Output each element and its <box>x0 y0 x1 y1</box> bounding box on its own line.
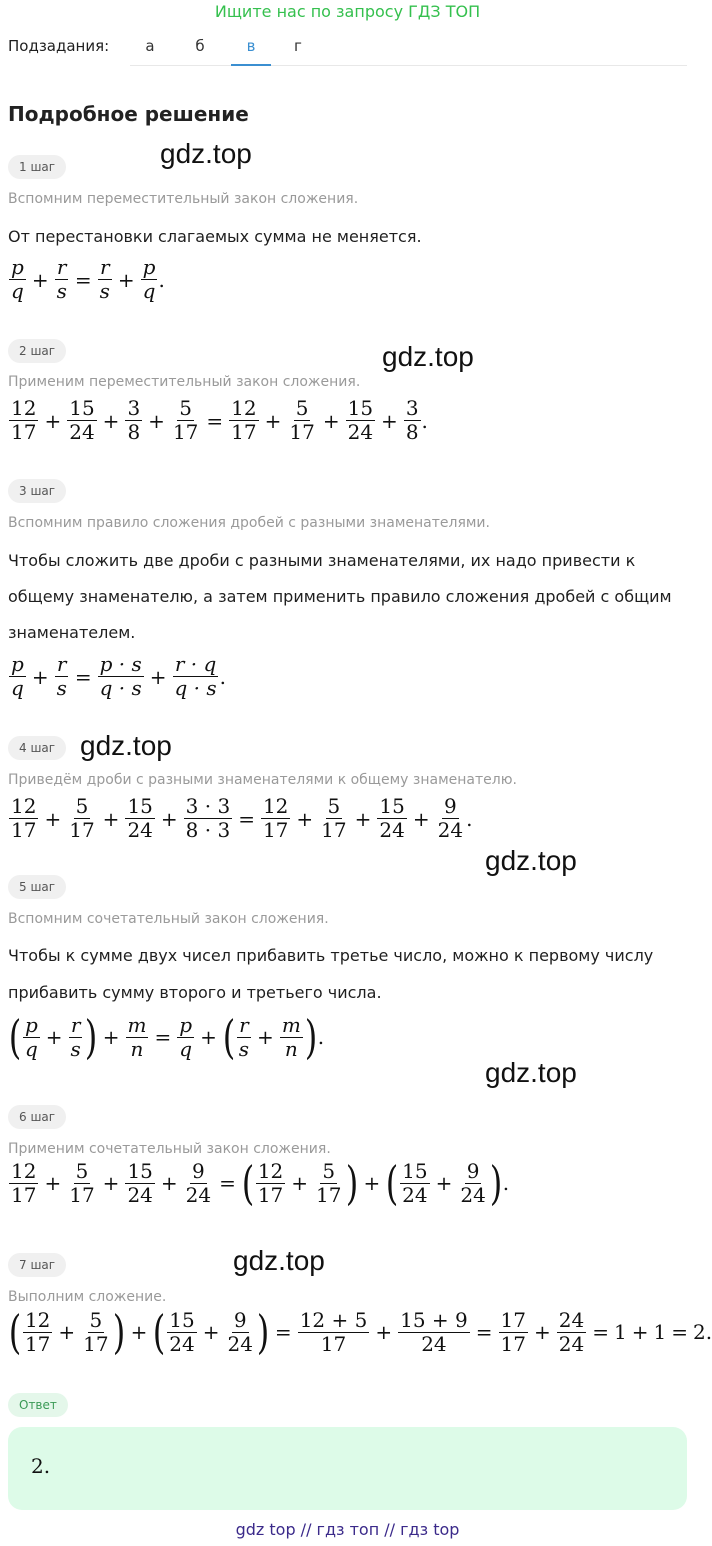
watermark: gdz.top <box>485 845 577 876</box>
step-5-formula: ( $\frac{p}{q}$ + $\frac{r}{s}$ ) + $\frac{m}{n}$ = $\frac{p}{q}$ + ( $\frac{r}{s}$ + $\frac{m}{n}$ ) . <box>8 1010 325 1064</box>
step-2-hint: Применим переместительный закон сложения. <box>8 374 361 390</box>
step-1-formula: $\frac{p}{q}$ + $\frac{r}{s}$ = $\frac{r}{s}$ + $\frac{p}{q}$ . <box>11 255 165 303</box>
step-3-text-1: Чтобы сложить две дроби с разными знаменателями, их надо привести к <box>8 551 636 570</box>
step-6-badge: 6 шаг <box>8 1105 66 1129</box>
step-6-hint: Применим сочетательный закон сложения. <box>8 1141 331 1157</box>
subtasks-bar <box>8 30 687 66</box>
subtasks-tabs <box>130 30 687 66</box>
step-2-badge: 2 шаг <box>8 339 66 363</box>
step-3-hint: Вспомним правило сложения дробей с разными знаменателями. <box>8 515 490 531</box>
step-7-badge: 7 шаг <box>8 1253 66 1277</box>
fraction: $\frac{r}{s}$ <box>56 255 67 303</box>
subtasks-label: Подзадания: <box>8 37 110 55</box>
watermark: gdz.top <box>382 341 474 372</box>
tab-a[interactable]: а <box>145 37 155 55</box>
step-2-formula: $\frac{12}{17}$ + $\frac{15}{24}$ + $\frac{3}{8}$ + $\frac{5}{17}$ = $\frac{12}{17}$ + $\frac{5}{17}$ + $\frac{15}{24}$ + $\frac{3}{8}$ . <box>11 396 428 444</box>
step-3-text-3: знаменателем. <box>8 623 136 642</box>
step-5-text-2: прибавить сумму второго и третьего числа. <box>8 983 382 1002</box>
page-title: Подробное решение <box>8 102 249 126</box>
step-1-text: От перестановки слагаемых сумма не меняется. <box>8 227 422 246</box>
step-7-formula: ( $\frac{12}{17}$ + $\frac{5}{17}$ ) + ( $\frac{15}{24}$ + $\frac{9}{24}$ ) = $\frac{12 + 5}{17}$ + $\frac{15 + 9}{24}$ = $\frac{17}{17}$ + $\frac{24}{24}$ = 1 + 1 = 2 . <box>8 1305 712 1359</box>
watermark: gdz.top <box>160 138 252 169</box>
step-6-formula: $\frac{12}{17}$ + $\frac{5}{17}$ + $\frac{15}{24}$ + $\frac{9}{24}$ = ( $\frac{12}{17}$ + $\frac{5}{17}$ ) + ( $\frac{15}{24}$ + $\frac{9}{24}$ ) . <box>11 1156 510 1210</box>
watermark: gdz.top <box>80 730 172 761</box>
watermark: gdz.top <box>233 1245 325 1276</box>
step-5-badge: 5 шаг <box>8 875 66 899</box>
step-5-hint: Вспомним сочетательный закон сложения. <box>8 911 329 927</box>
step-3-badge: 3 шаг <box>8 479 66 503</box>
answer-badge: Ответ <box>8 1393 68 1417</box>
step-7-hint: Выполним сложение. <box>8 1289 167 1305</box>
fraction: $\frac{r}{s}$ <box>99 255 110 303</box>
tab-g[interactable]: г <box>294 37 302 55</box>
step-3-formula: $\frac{p}{q}$ + $\frac{r}{s}$ = $\frac{p \cdot s}{q \cdot s}$ + $\frac{r \cdot q}{q \cdot s}$ . <box>11 652 227 700</box>
fraction: $\frac{p}{q}$ <box>142 255 156 303</box>
answer-box <box>8 1427 687 1510</box>
step-4-hint: Приведём дроби с разными знаменателями к общему знаменателю. <box>8 772 517 788</box>
step-5-text-1: Чтобы к сумме двух чисел прибавить третье число, можно к первому числу <box>8 946 654 965</box>
step-1-hint: Вспомним переместительный закон сложения. <box>8 191 359 207</box>
step-4-formula: $\frac{12}{17}$ + $\frac{5}{17}$ + $\frac{15}{24}$ + $\frac{3 \cdot 3}{8 \cdot 3}$ = $\frac{12}{17}$ + $\frac{5}{17}$ + $\frac{15}{24}$ + $\frac{9}{24}$ . <box>11 794 473 842</box>
answer-value: 2. <box>31 1454 51 1478</box>
step-1-badge: 1 шаг <box>8 155 66 179</box>
promo-banner: Ищите нас по запросу ГДЗ ТОП <box>214 2 481 21</box>
tab-v[interactable]: в <box>231 30 271 66</box>
tab-b[interactable]: б <box>195 37 205 55</box>
watermark: gdz.top <box>485 1057 577 1088</box>
step-4-badge: 4 шаг <box>8 736 66 760</box>
footer-links: gdz top // гдз топ // гдз top <box>235 1520 460 1539</box>
fraction: $\frac{p}{q}$ <box>11 255 24 303</box>
step-3-text-2: общему знаменателю, а затем применить правило сложения дробей с общим <box>8 587 672 606</box>
